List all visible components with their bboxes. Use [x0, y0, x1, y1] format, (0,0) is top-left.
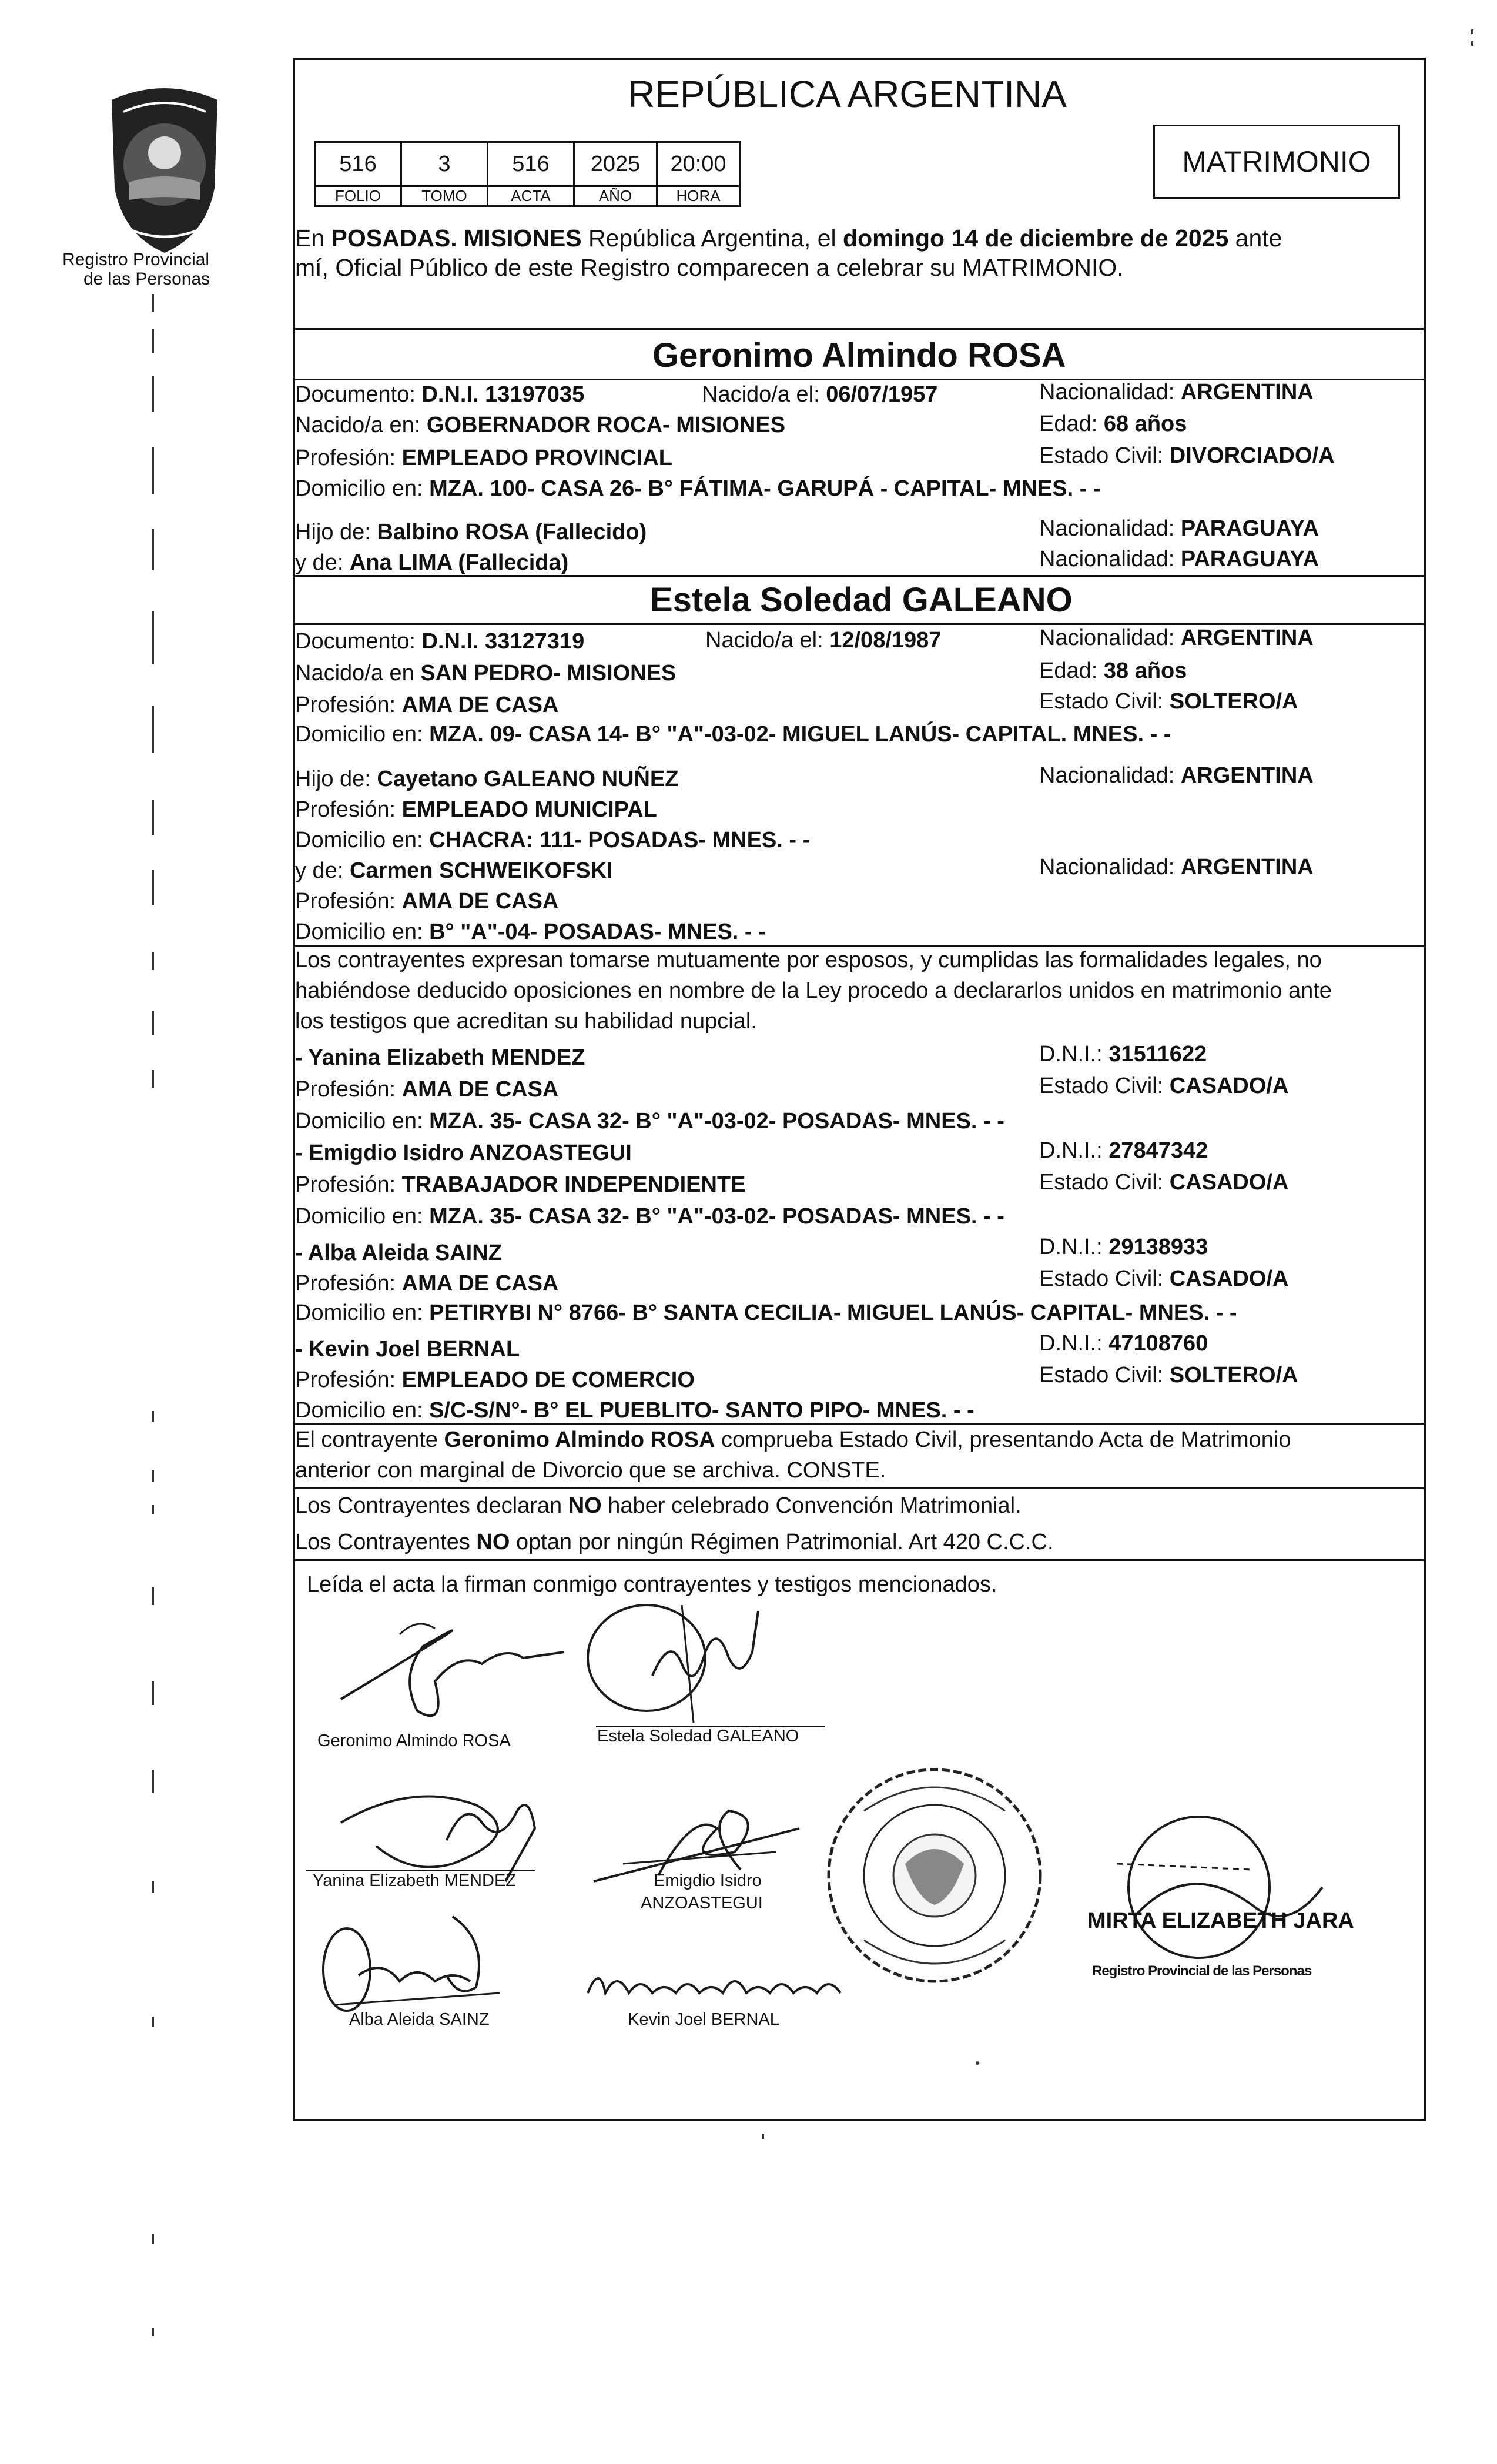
official-name: MIRTA ELIZABETH JARA — [1087, 1908, 1354, 1933]
groom-father-nationality: Nacionalidad: PARAGUAYA — [1039, 516, 1319, 541]
witness-3-dni: D.N.I.: 29138933 — [1039, 1235, 1208, 1259]
witness-3-name: - Alba Aleida SAINZ — [295, 1241, 502, 1265]
witness-1-signature-label: Yanina Elizabeth MENDEZ — [313, 1871, 517, 1890]
groom-address: Domicilio en: MZA. 100- CASA 26- B° FÁTIMA- GARUPÁ - CAPITAL- MNES. - - — [295, 476, 1101, 501]
divorce-note-line-2: anterior con marginal de Divorcio que se archiva. CONSTE. — [295, 1458, 886, 1483]
shield-emblem-icon — [88, 82, 241, 259]
acta-value: 516 — [487, 141, 575, 187]
groom-mother-nationality: Nacionalidad: PARAGUAYA — [1039, 547, 1319, 571]
hora-value: 20:00 — [656, 141, 741, 187]
groom-signature-label: Geronimo Almindo ROSA — [317, 1731, 511, 1750]
witness-3-signature — [312, 1905, 511, 2017]
tomo-value: 3 — [400, 141, 488, 187]
witness-3-signature-label: Alba Aleida SAINZ — [349, 2010, 490, 2029]
folio-value: 516 — [314, 141, 402, 187]
convention-line-2: Los Contrayentes NO optan por ningún Régimen Patrimonial. Art 420 C.C.C. — [295, 1530, 1054, 1554]
bride-age: Edad: 38 años — [1039, 658, 1187, 683]
anio-value: 2025 — [573, 141, 658, 187]
acta-label: ACTA — [487, 185, 575, 207]
bride-signature-label: Estela Soledad GALEANO — [597, 1727, 799, 1746]
witness-2-name: - Emigdio Isidro ANZOASTEGUI — [295, 1141, 632, 1165]
groom-birthdate: Nacido/a el: 06/07/1957 — [702, 382, 938, 407]
bride-father-profession: Profesión: EMPLEADO MUNICIPAL — [295, 797, 657, 822]
bride-mother-nationality: Nacionalidad: ARGENTINA — [1039, 855, 1314, 880]
witness-2-civil-status: Estado Civil: CASADO/A — [1039, 1170, 1289, 1195]
act-type-box — [1153, 125, 1400, 199]
bride-signature-line — [596, 1726, 825, 1727]
registry-table — [314, 141, 741, 207]
official-title: Registro Provincial de las Personas — [1092, 1963, 1312, 1979]
witness-2-dni: D.N.I.: 27847342 — [1039, 1138, 1208, 1163]
anio-label: AÑO — [573, 185, 658, 207]
bride-birthplace: Nacido/a en SAN PEDRO- MISIONES — [295, 661, 677, 686]
witness-1-name: - Yanina Elizabeth MENDEZ — [295, 1045, 585, 1070]
signatures-intro: Leída el acta la firman conmigo contrayentes y testigos mencionados. — [307, 1572, 997, 1597]
witness-2-signature-label-1: Emigdio Isidro — [654, 1871, 762, 1890]
intro-line-2: mí, Oficial Público de este Registro comparecen a celebrar su MATRIMONIO. — [295, 254, 1124, 281]
bride-mother: y de: Carmen SCHWEIKOFSKI — [295, 858, 613, 883]
witness-4-dni: D.N.I.: 47108760 — [1039, 1331, 1208, 1356]
groom-birthplace: Nacido/a en: GOBERNADOR ROCA- MISIONES — [295, 413, 786, 437]
intro-place: POSADAS. MISIONES — [331, 225, 582, 252]
witness-2-address: Domicilio en: MZA. 35- CASA 32- B° "A"-03-02- POSADAS- MNES. - - — [295, 1204, 1004, 1229]
groom-nationality: Nacionalidad: ARGENTINA — [1039, 380, 1314, 404]
bride-nationality: Nacionalidad: ARGENTINA — [1039, 626, 1314, 650]
groom-name-heading: Geronimo Almindo ROSA — [652, 336, 1066, 375]
bride-father: Hijo de: Cayetano GALEANO NUÑEZ — [295, 767, 679, 791]
groom-father: Hijo de: Balbino ROSA (Fallecido) — [295, 520, 647, 544]
groom-mother: y de: Ana LIMA (Fallecida) — [295, 550, 569, 575]
intro-date: domingo 14 de diciembre de 2025 — [843, 225, 1229, 252]
bride-mother-profession: Profesión: AMA DE CASA — [295, 889, 559, 914]
groom-profession: Profesión: EMPLEADO PROVINCIAL — [295, 446, 672, 470]
witness-4-profession: Profesión: EMPLEADO DE COMERCIO — [295, 1368, 695, 1392]
intro-text-c: ante — [1228, 225, 1282, 252]
intro-text-b: República Argentina, el — [581, 225, 843, 252]
tomo-label: TOMO — [400, 185, 488, 207]
folio-label: FOLIO — [314, 185, 402, 207]
bride-father-nationality: Nacionalidad: ARGENTINA — [1039, 763, 1314, 788]
witness-1-signature-line — [306, 1870, 535, 1871]
intro-line-1 — [295, 225, 1282, 252]
bride-birthdate: Nacido/a el: 12/08/1987 — [705, 628, 942, 653]
intro-text-a: En — [295, 225, 331, 252]
stray-dot — [976, 2061, 979, 2065]
groom-signature — [329, 1611, 576, 1729]
witness-3-profession: Profesión: AMA DE CASA — [295, 1271, 559, 1296]
witness-1-address: Domicilio en: MZA. 35- CASA 32- B° "A"-03-02- POSADAS- MNES. - - — [295, 1109, 1004, 1134]
country-title: REPÚBLICA ARGENTINA — [628, 73, 1067, 115]
bride-name-heading: Estela Soledad GALEANO — [650, 581, 1073, 619]
declaration-line-2: habiéndose deducido oposiciones en nombre de la Ley procedo a declararlos unidos en matrimonio ante — [295, 978, 1332, 1003]
bride-mother-address: Domicilio en: B° "A"-04- POSADAS- MNES. - - — [295, 920, 766, 944]
witness-2-signature-label-2: ANZOASTEGUI — [641, 1894, 763, 1913]
bride-civil-status: Estado Civil: SOLTERO/A — [1039, 689, 1298, 714]
stray-mark — [762, 2134, 764, 2139]
divorce-note-line-1: El contrayente Geronimo Almindo ROSA comprueba Estado Civil, presentando Acta de Matrimonio — [295, 1427, 1291, 1452]
bride-father-address: Domicilio en: CHACRA: 111- POSADAS- MNES. - - — [295, 828, 811, 852]
declaration-line-1: Los contrayentes expresan tomarse mutuamente por esposos, y cumplidas las formalidades legales, no — [295, 948, 1322, 972]
groom-document: Documento: D.N.I. 13197035 — [295, 382, 585, 407]
bride-signature — [582, 1587, 793, 1740]
bride-profession: Profesión: AMA DE CASA — [295, 693, 559, 717]
witness-1-civil-status: Estado Civil: CASADO/A — [1039, 1074, 1289, 1098]
official-signature — [1099, 1799, 1381, 1975]
witness-4-signature-label: Kevin Joel BERNAL — [628, 2010, 779, 2029]
witness-4-name: - Kevin Joel BERNAL — [295, 1337, 520, 1362]
bride-document: Documento: D.N.I. 33127319 — [295, 629, 585, 654]
witness-4-address: Domicilio en: S/C-S/N°- B° EL PUEBLITO- SANTO PIPO- MNES. - - — [295, 1398, 974, 1423]
witness-1-dni: D.N.I.: 31511622 — [1039, 1042, 1207, 1066]
witness-1-profession: Profesión: AMA DE CASA — [295, 1077, 559, 1102]
witness-4-civil-status: Estado Civil: SOLTERO/A — [1039, 1363, 1298, 1388]
act-type: MATRIMONIO — [1182, 145, 1371, 178]
convention-line-1: Los Contrayentes declaran NO haber celebrado Convención Matrimonial. — [295, 1493, 1022, 1518]
logo-caption-line2: de las Personas — [83, 269, 210, 289]
logo-caption-line1: Registro Provincial — [62, 250, 210, 269]
groom-age: Edad: 68 años — [1039, 412, 1187, 436]
official-seal — [811, 1729, 1058, 2022]
groom-civil-status: Estado Civil: DIVORCIADO/A — [1039, 443, 1335, 468]
witness-2-profession: Profesión: TRABAJADOR INDEPENDIENTE — [295, 1172, 746, 1197]
provincial-logo — [88, 82, 241, 259]
hora-label: HORA — [656, 185, 741, 207]
witness-3-civil-status: Estado Civil: CASADO/A — [1039, 1266, 1289, 1291]
bride-address: Domicilio en: MZA. 09- CASA 14- B° "A"-03-02- MIGUEL LANÚS- CAPITAL. MNES. - - — [295, 722, 1171, 747]
witness-3-address: Domicilio en: PETIRYBI N° 8766- B° SANTA CECILIA- MIGUEL LANÚS- CAPITAL- MNES. - - — [295, 1300, 1237, 1325]
declaration-line-3: los testigos que acreditan su habilidad nupcial. — [295, 1009, 757, 1034]
